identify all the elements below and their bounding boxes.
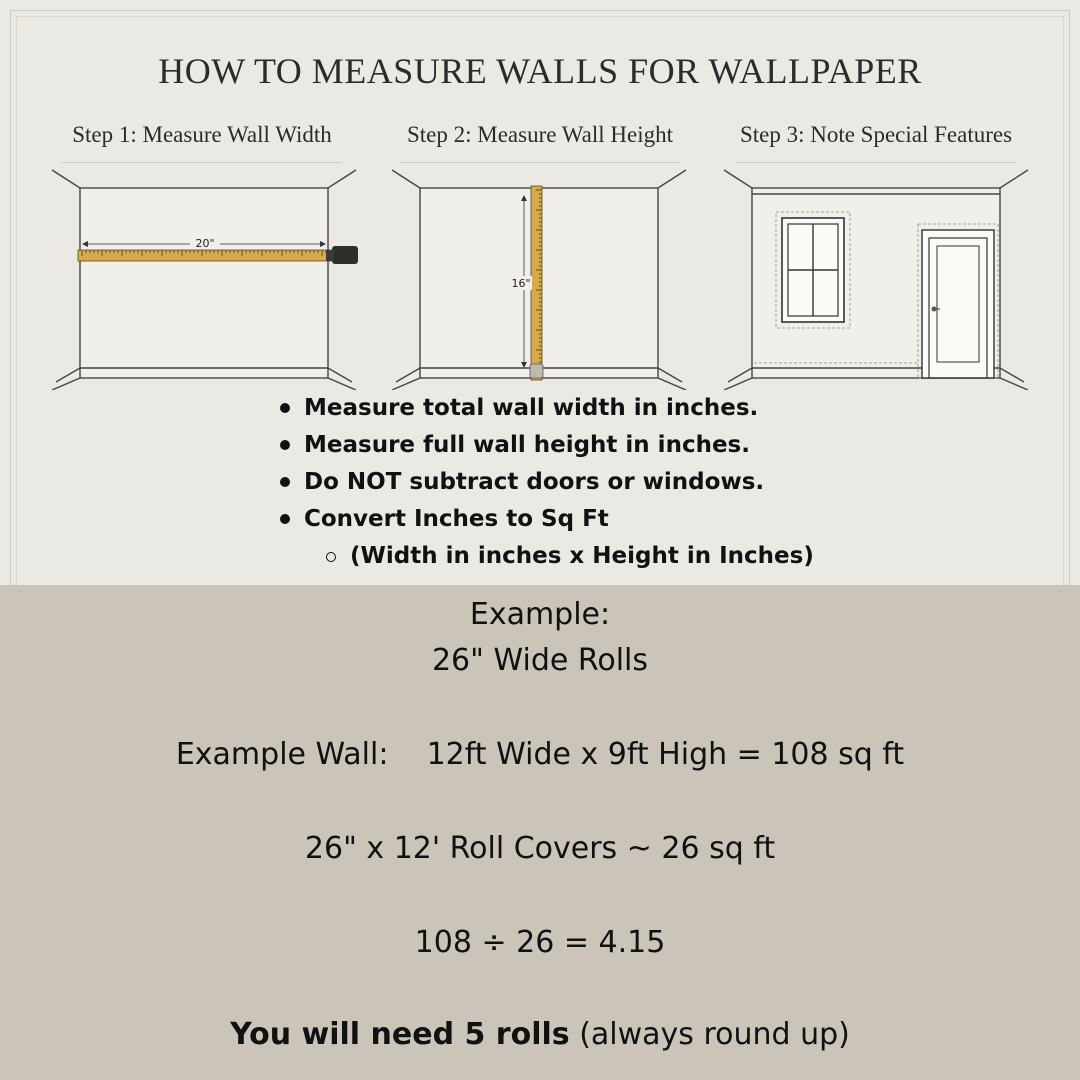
step-3-label: Step 3: Note Special Features — [739, 122, 1013, 147]
step-2-label: Step 2: Measure Wall Height — [406, 122, 673, 147]
step-3-divider — [736, 162, 1016, 163]
result-bold: You will need 5 rolls — [230, 1017, 570, 1052]
list-item: Measure total wall width in inches. — [278, 390, 814, 427]
sub-list-item: (Width in inches x Height in Inches) — [278, 538, 814, 575]
tape-measure-case-icon — [332, 246, 358, 264]
door-icon — [918, 224, 998, 378]
example-section — [0, 585, 1080, 1080]
wall-features-illustration — [722, 168, 1032, 390]
tape-measure-hook-icon — [530, 364, 543, 378]
list-item: Convert Inches to Sq Ft — [278, 501, 814, 538]
wall-height-illustration — [390, 168, 690, 390]
division-text: 108 ÷ 26 = 4.15 — [414, 925, 666, 960]
result-note: (always round up) — [579, 1017, 850, 1052]
result-text — [0, 1017, 1080, 1052]
width-measure-label: 20" — [195, 237, 215, 250]
example-wall-text — [0, 737, 1080, 772]
step-1-label: Step 1: Measure Wall Width — [72, 122, 332, 147]
page-title: HOW TO MEASURE WALLS FOR WALLPAPER — [158, 51, 922, 91]
window-icon — [776, 212, 850, 328]
example-wall-label: Example Wall: — [175, 737, 389, 772]
step-2-divider — [400, 162, 680, 163]
instructions-list — [278, 390, 814, 575]
roll-cover-text: 26" x 12' Roll Covers ~ 26 sq ft — [304, 831, 776, 866]
tape-measure-vertical — [531, 186, 542, 380]
example-wall-calc: 12ft Wide x 9ft High = 108 sq ft — [426, 737, 905, 772]
list-item: Measure full wall height in inches. — [278, 427, 814, 464]
step-1-divider — [62, 162, 342, 163]
height-measure-label: 16" — [511, 277, 531, 290]
example-heading: Example: — [469, 597, 611, 632]
roll-width-text: 26" Wide Rolls — [431, 643, 649, 678]
list-item: Do NOT subtract doors or windows. — [278, 464, 814, 501]
wall-width-illustration — [50, 168, 360, 390]
